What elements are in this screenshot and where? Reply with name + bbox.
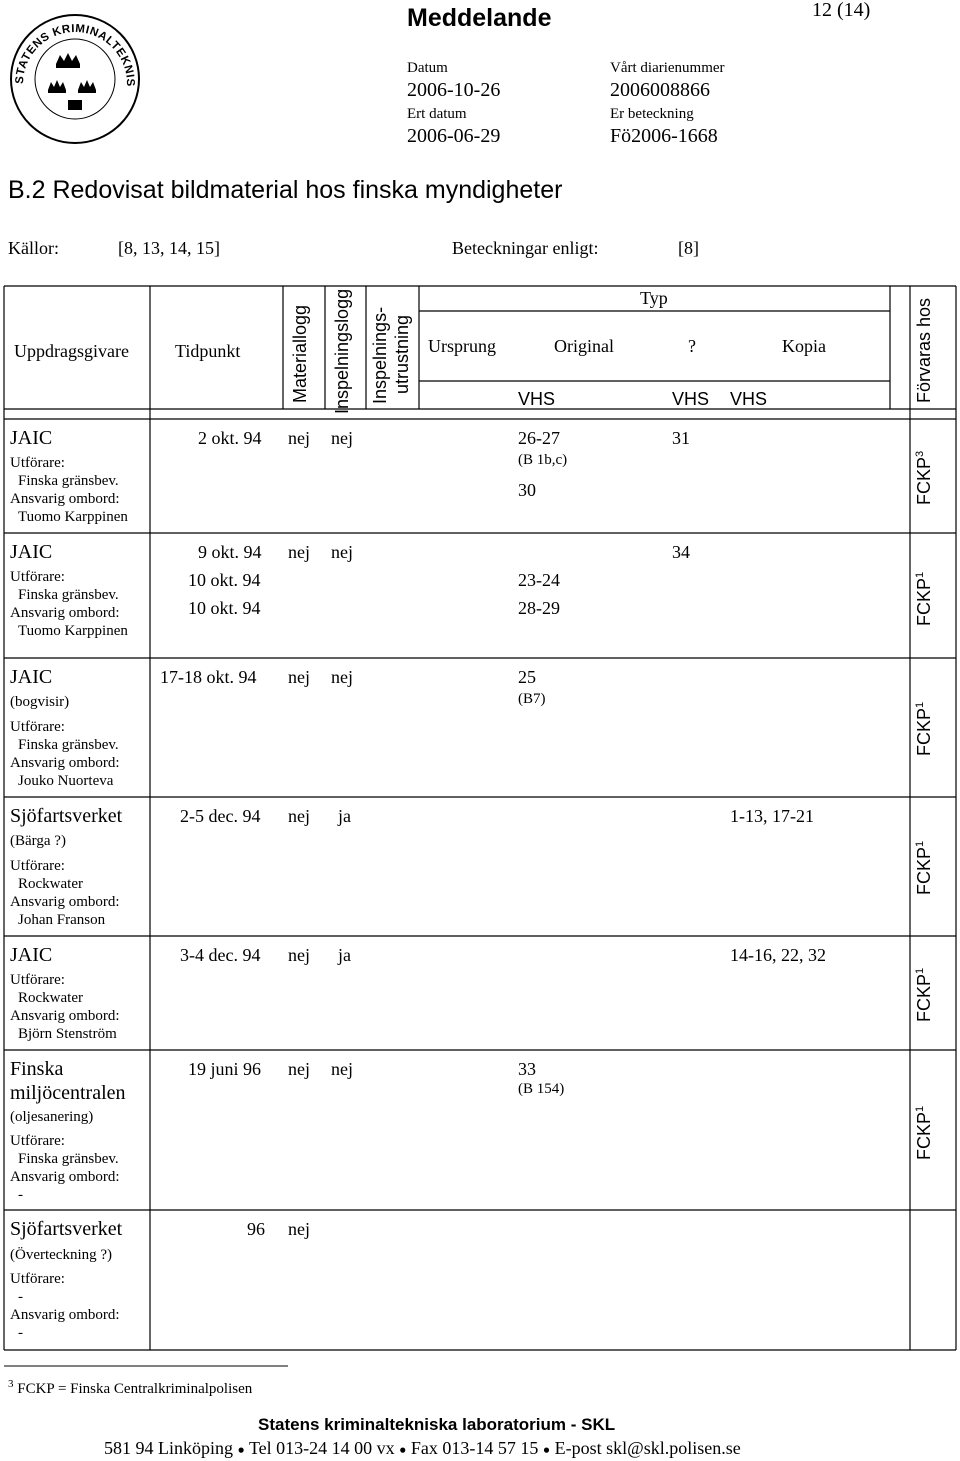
footer-fax: Fax 013-14 57 15	[410, 1438, 539, 1458]
client-name: JAIC	[10, 427, 53, 449]
responsible-value: Björn Stenström	[18, 1026, 117, 1042]
original-value: 28-29	[518, 598, 560, 618]
performer-label: Utförare:	[10, 858, 65, 874]
bullet-icon: ●	[542, 1442, 551, 1457]
performer-value: Rockwater	[18, 876, 83, 892]
responsible-label: Ansvarig ombord:	[10, 605, 120, 621]
your-reference-label: Er beteckning	[610, 106, 694, 122]
section-title: B.2 Redovisat bildmaterial hos finska myndigheter	[8, 176, 563, 204]
original-note: (B 1b,c)	[518, 452, 568, 468]
time: 3-4 dec. 94	[180, 945, 261, 965]
client-name: Sjöfartsverket	[10, 1218, 123, 1240]
time: 2 okt. 94	[198, 428, 262, 448]
recording-log: nej	[331, 428, 353, 448]
copy-value: 14-16, 22, 32	[730, 945, 826, 965]
original-value: 30	[518, 480, 536, 500]
your-date-label: Ert datum	[407, 106, 467, 122]
origin-note: (B 154)	[518, 1081, 565, 1097]
client-name: JAIC	[10, 666, 53, 688]
responsible-value: -	[18, 1187, 23, 1203]
date-label: Datum	[407, 60, 448, 76]
performer-value: Finska gränsbev.	[18, 587, 119, 603]
time: 9 okt. 94	[198, 542, 262, 562]
original-value: 26-27	[518, 428, 560, 448]
responsible-label: Ansvarig ombord:	[10, 491, 120, 507]
time: 10 okt. 94	[188, 598, 261, 618]
client-name: Finska	[10, 1058, 64, 1080]
header-original: Original	[554, 336, 614, 356]
material-log: nej	[288, 428, 310, 448]
client-name: JAIC	[10, 541, 53, 563]
responsible-value: Jouko Nuorteva	[18, 773, 114, 789]
bullet-icon: ●	[399, 1442, 407, 1457]
footnote-text: FCKP = Finska Centralkriminalpolisen	[17, 1381, 253, 1397]
bullet-icon: ●	[237, 1442, 245, 1457]
material-log: nej	[288, 806, 310, 826]
stored-at: FCKP$^1$	[914, 1105, 934, 1160]
recording-log: nej	[331, 667, 353, 687]
copy-value: 1-13, 17-21	[730, 806, 814, 826]
reference-value: 2006008866	[610, 79, 710, 101]
responsible-label: Ansvarig ombord:	[10, 1008, 120, 1024]
time: 19 juni 96	[188, 1059, 262, 1079]
header-stored-at: Förvaras hos	[914, 297, 934, 403]
client-name: Sjöfartsverket	[10, 805, 123, 827]
responsible-label: Ansvarig ombord:	[10, 755, 120, 771]
footer-contact	[104, 1438, 741, 1459]
client-sub: (Bärga ?)	[10, 833, 66, 849]
original-note: (B7)	[518, 691, 546, 707]
header-client: Uppdragsgivare	[14, 341, 129, 361]
footer-email: E-post skl@skl.polisen.se	[554, 1438, 741, 1458]
header-equipment-line1: Inspelnings-	[370, 306, 390, 404]
client-name: JAIC	[10, 944, 53, 966]
responsible-label: Ansvarig ombord:	[10, 1307, 120, 1323]
your-date-value: 2006-06-29	[407, 125, 501, 147]
performer-value: Rockwater	[18, 990, 83, 1006]
stored-at: FCKP$^1$	[914, 701, 934, 756]
performer-label: Utförare:	[10, 569, 65, 585]
time: 2-5 dec. 94	[180, 806, 261, 826]
performer-label: Utförare:	[10, 1271, 65, 1287]
client-sub: (oljesanering)	[10, 1109, 94, 1125]
date-value: 2006-10-26	[407, 79, 501, 101]
header-material-log: Materiallogg	[290, 304, 310, 403]
header-vhs-copy: VHS	[730, 389, 768, 409]
recording-log: ja	[338, 806, 351, 826]
header-equipment-line2: utrustning	[392, 314, 412, 394]
recording-log: ja	[338, 945, 351, 965]
header-copy: Kopia	[782, 336, 826, 356]
responsible-label: Ansvarig ombord:	[10, 894, 120, 910]
material-log: nej	[288, 667, 310, 687]
header-vhs-question: VHS	[672, 389, 710, 409]
material-log: nej	[288, 1219, 310, 1239]
footnote-marker: 3	[8, 1378, 14, 1390]
recording-log: nej	[331, 1059, 353, 1079]
designations-label: Beteckningar enligt:	[452, 238, 599, 258]
responsible-value: -	[18, 1325, 23, 1341]
reference-label: Vårt diarienummer	[610, 60, 725, 76]
header-vhs-original: VHS	[518, 389, 556, 409]
responsible-value: Tuomo Karppinen	[18, 509, 128, 525]
question-value: 34	[672, 542, 690, 562]
header-origin: Ursprung	[428, 336, 496, 356]
performer-value: Finska gränsbev.	[18, 1151, 119, 1167]
responsible-value: Tuomo Karppinen	[18, 623, 128, 639]
stored-at: FCKP$^1$	[914, 967, 934, 1022]
material-log: nej	[288, 542, 310, 562]
your-reference-value: Fö2006-1668	[610, 125, 718, 147]
client-sub: (Överteckning ?)	[10, 1247, 113, 1263]
designations-value: [8]	[678, 238, 699, 258]
stored-at: FCKP$^3$	[914, 450, 934, 505]
original-value: 25	[518, 667, 536, 687]
svg-text:STATENS KRIMINALTEKNISKA LABOR: STATENS KRIMINALTEKNIS	[13, 22, 137, 88]
performer-value: Finska gränsbev.	[18, 473, 119, 489]
material-log: nej	[288, 945, 310, 965]
page-number: 12 (14)	[812, 0, 871, 21]
performer-label: Utförare:	[10, 1133, 65, 1149]
original-value: 23-24	[518, 570, 560, 590]
origin-value: 33	[518, 1059, 536, 1079]
question-value: 31	[672, 428, 690, 448]
footer-address: 581 94 Linköping	[104, 1438, 233, 1458]
performer-value: Finska gränsbev.	[18, 737, 119, 753]
recording-log: nej	[331, 542, 353, 562]
client-sub: (bogvisir)	[10, 694, 70, 710]
material-log: nej	[288, 1059, 310, 1079]
time: 96	[247, 1219, 265, 1239]
stored-at: FCKP$^1$	[914, 840, 934, 895]
footer-organization: Statens kriminaltekniska laboratorium - SKL	[258, 1415, 616, 1434]
time: 17-18 okt. 94	[160, 667, 257, 687]
sources-label: Källor:	[8, 238, 59, 258]
client-name: miljöcentralen	[10, 1082, 126, 1104]
sources-value: [8, 13, 14, 15]	[118, 238, 220, 258]
performer-label: Utförare:	[10, 719, 65, 735]
footnote	[8, 1378, 252, 1398]
header-time: Tidpunkt	[175, 341, 241, 361]
performer-value: -	[18, 1289, 23, 1305]
performer-label: Utförare:	[10, 455, 65, 471]
header-question: ?	[688, 336, 696, 356]
time: 10 okt. 94	[188, 570, 261, 590]
header-type: Typ	[640, 288, 668, 308]
header-recording-log: Inspelningslogg	[332, 288, 352, 414]
performer-label: Utförare:	[10, 972, 65, 988]
document-type: Meddelande	[407, 4, 552, 32]
stored-at: FCKP$^1$	[914, 571, 934, 626]
responsible-label: Ansvarig ombord:	[10, 1169, 120, 1185]
footer-phone: Tel 013-24 14 00 vx	[248, 1438, 395, 1458]
responsible-value: Johan Franson	[18, 912, 106, 928]
